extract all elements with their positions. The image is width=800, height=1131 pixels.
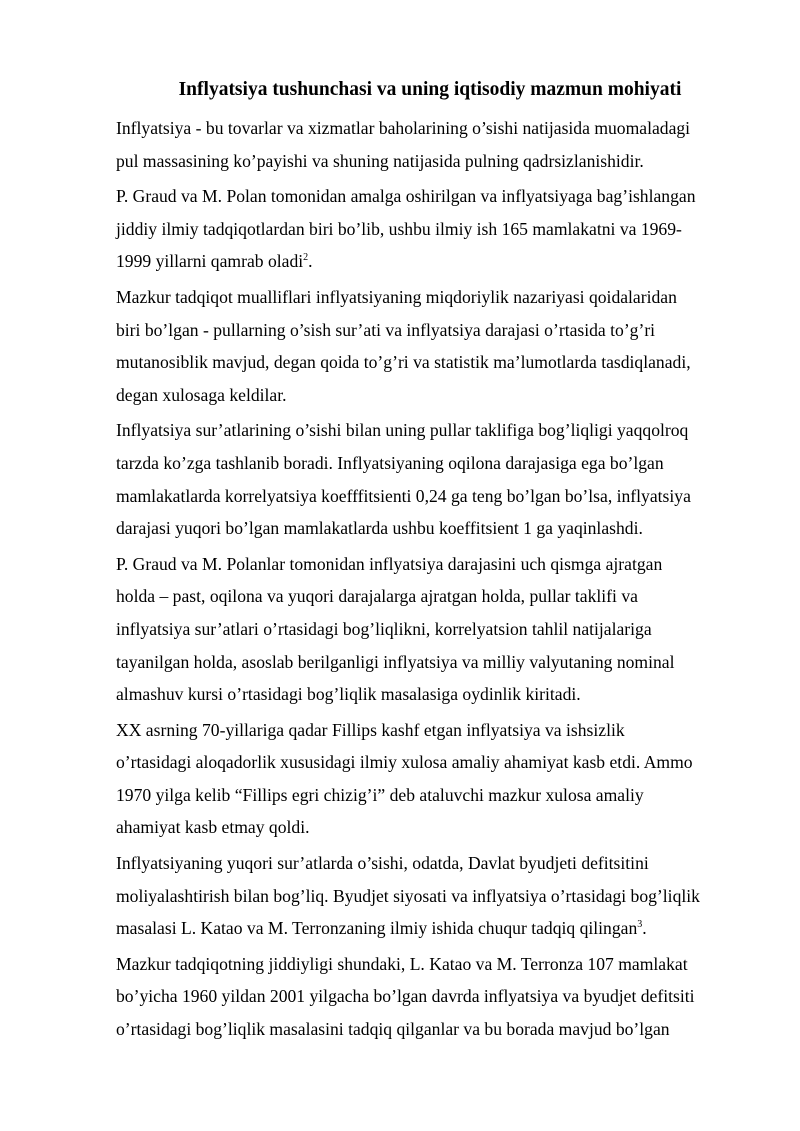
line-text: almashuv kursi o’rtasidagi bog’liqlik masalasiga oydinlik kiritadi.: [116, 684, 581, 705]
paragraph: [116, 714, 756, 844]
text-line: [116, 779, 756, 812]
paragraph: [116, 180, 756, 278]
line-text: 1999 yillarni qamrab oladi: [116, 251, 304, 272]
paragraph: [116, 414, 756, 544]
line-text: XX asrning 70-yillariga qadar Fillips kashf etgan inflyatsiya va ishsizlik: [116, 719, 625, 740]
text-line: [116, 480, 756, 513]
paragraph: [116, 548, 756, 711]
line-text: Mazkur tadqiqotning jiddiyligi shundaki, L. Katao va M. Terronza 107 mamlakat: [116, 953, 688, 974]
text-line: [116, 180, 756, 213]
line-text: bo’yicha 1960 yildan 2001 yilgacha bo’lgan davrda inflyatsiya va byudjet defitsiti: [116, 986, 695, 1007]
sentence-end: .: [642, 918, 647, 939]
text-line: [116, 379, 756, 412]
line-text: P. Graud va M. Polan tomonidan amalga oshirilgan va inflyatsiyaga bag’ishlangan: [116, 186, 696, 207]
line-text: tayanilgan holda, asoslab berilganligi inflyatsiya va milliy valyutaning nominal: [116, 651, 675, 672]
line-text: Inflyatsiya sur’atlarining o’sishi bilan uning pullar taklifiga bog’liqligi yaqqolroq: [116, 420, 689, 441]
paragraph: [116, 281, 756, 411]
text-line: [116, 245, 756, 278]
line-text: pul massasining ko’payishi va shuning natijasida pulning qadrsizlanishidir.: [116, 150, 644, 171]
line-text: P. Graud va M. Polanlar tomonidan inflyatsiya darajasini uch qismga ajratgan: [116, 553, 663, 574]
line-text: degan xulosaga keldilar.: [116, 384, 287, 405]
paragraph: [116, 948, 756, 1046]
text-line: [116, 646, 756, 679]
text-line: [116, 447, 756, 480]
document-title: Inflyatsiya tushunchasi va uning iqtisodiy mazmun mohiyati: [178, 79, 682, 100]
text-line: [116, 314, 756, 347]
text-line: [116, 980, 756, 1013]
line-text: tarzda ko’zga tashlanib boradi. Inflyatsiyaning oqilona darajasiga ega bo’lgan: [116, 452, 664, 473]
text-line: [116, 613, 756, 646]
line-text: Inflyatsiya - bu tovarlar va xizmatlar baholarining o’sishi natijasida muomaladagi: [116, 118, 691, 138]
line-text: mutanosiblik mavjud, degan qoida to’g’ri va statistik ma’lumotlarda tasdiqlanadi,: [116, 352, 691, 373]
text-line: [116, 714, 756, 747]
line-text: inflyatsiya sur’atlari o’rtasidagi bog’liqlikni, korrelyatsion tahlil natijalariga: [116, 618, 652, 639]
line-text: o’rtasidagi aloqadorlik xususidagi ilmiy xulosa amaliy ahamiyat kasb etdi. Ammo: [116, 752, 693, 773]
line-text: darajasi yuqori bo’lgan mamlakatlarda ushbu koeffitsient 1 ga yaqinlashdi.: [116, 518, 643, 539]
footnote-marker[interactable]: 2: [303, 252, 309, 264]
document-body: [116, 112, 756, 1049]
text-line: [116, 346, 756, 379]
text-line: [116, 548, 756, 581]
line-text: Inflyatsiyaning yuqori sur’atlarda o’sishi, odatda, Davlat byudjeti defitsitini: [116, 853, 649, 874]
line-text: ahamiyat kasb etmay qoldi.: [116, 817, 310, 838]
line-text: holda – past, oqilona va yuqori darajalarga ajratgan holda, pullar taklifi va: [116, 586, 638, 607]
line-text: biri bo’lgan - pullarning o’sish sur’ati va inflyatsiya darajasi o’rtasida to’g’ri: [116, 319, 656, 340]
text-line: [116, 1013, 756, 1046]
text-line: [116, 281, 756, 314]
paragraph: [116, 847, 756, 945]
text-line: [116, 847, 756, 880]
sentence-end: .: [308, 251, 313, 272]
text-line: [116, 580, 756, 613]
text-line: [116, 880, 756, 913]
text-line: [116, 678, 756, 711]
line-text: 1970 yilga kelib “Fillips egri chizig’i” deb ataluvchi mazkur xulosa amaliy: [116, 784, 644, 805]
line-text: moliyalashtirish bilan bog’liq. Byudjet siyosati va inflyatsiya o’rtasidagi bog’liqlik: [116, 885, 700, 906]
text-line: [116, 112, 756, 145]
line-text: jiddiy ilmiy tadqiqotlardan biri bo’lib, ushbu ilmiy ish 165 mamlakatni va 1969-: [116, 218, 682, 239]
text-line: [116, 512, 756, 545]
text-line: [116, 948, 756, 981]
text-line: [116, 414, 756, 447]
line-text: mamlakatlarda korrelyatsiya koefffitsienti 0,24 ga teng bo’lgan bo’lsa, inflyatsiya: [116, 485, 691, 506]
text-line: [116, 213, 756, 246]
text-line: [116, 811, 756, 844]
text-line: [116, 912, 756, 945]
line-text: o’rtasidagi bog’liqlik masalasini tadqiq qilganlar va bu borada mavjud bo’lgan: [116, 1019, 670, 1040]
text-line: [116, 746, 756, 779]
text-line: [116, 145, 756, 178]
line-text: masalasi L. Katao va M. Terronzaning ilmiy ishida chuqur tadqiq qilingan: [116, 918, 638, 939]
footnote-marker[interactable]: 3: [637, 919, 643, 931]
paragraph: [116, 112, 756, 177]
line-text: Mazkur tadqiqot mualliflari inflyatsiyaning miqdoriylik nazariyasi qoidalaridan: [116, 286, 677, 307]
